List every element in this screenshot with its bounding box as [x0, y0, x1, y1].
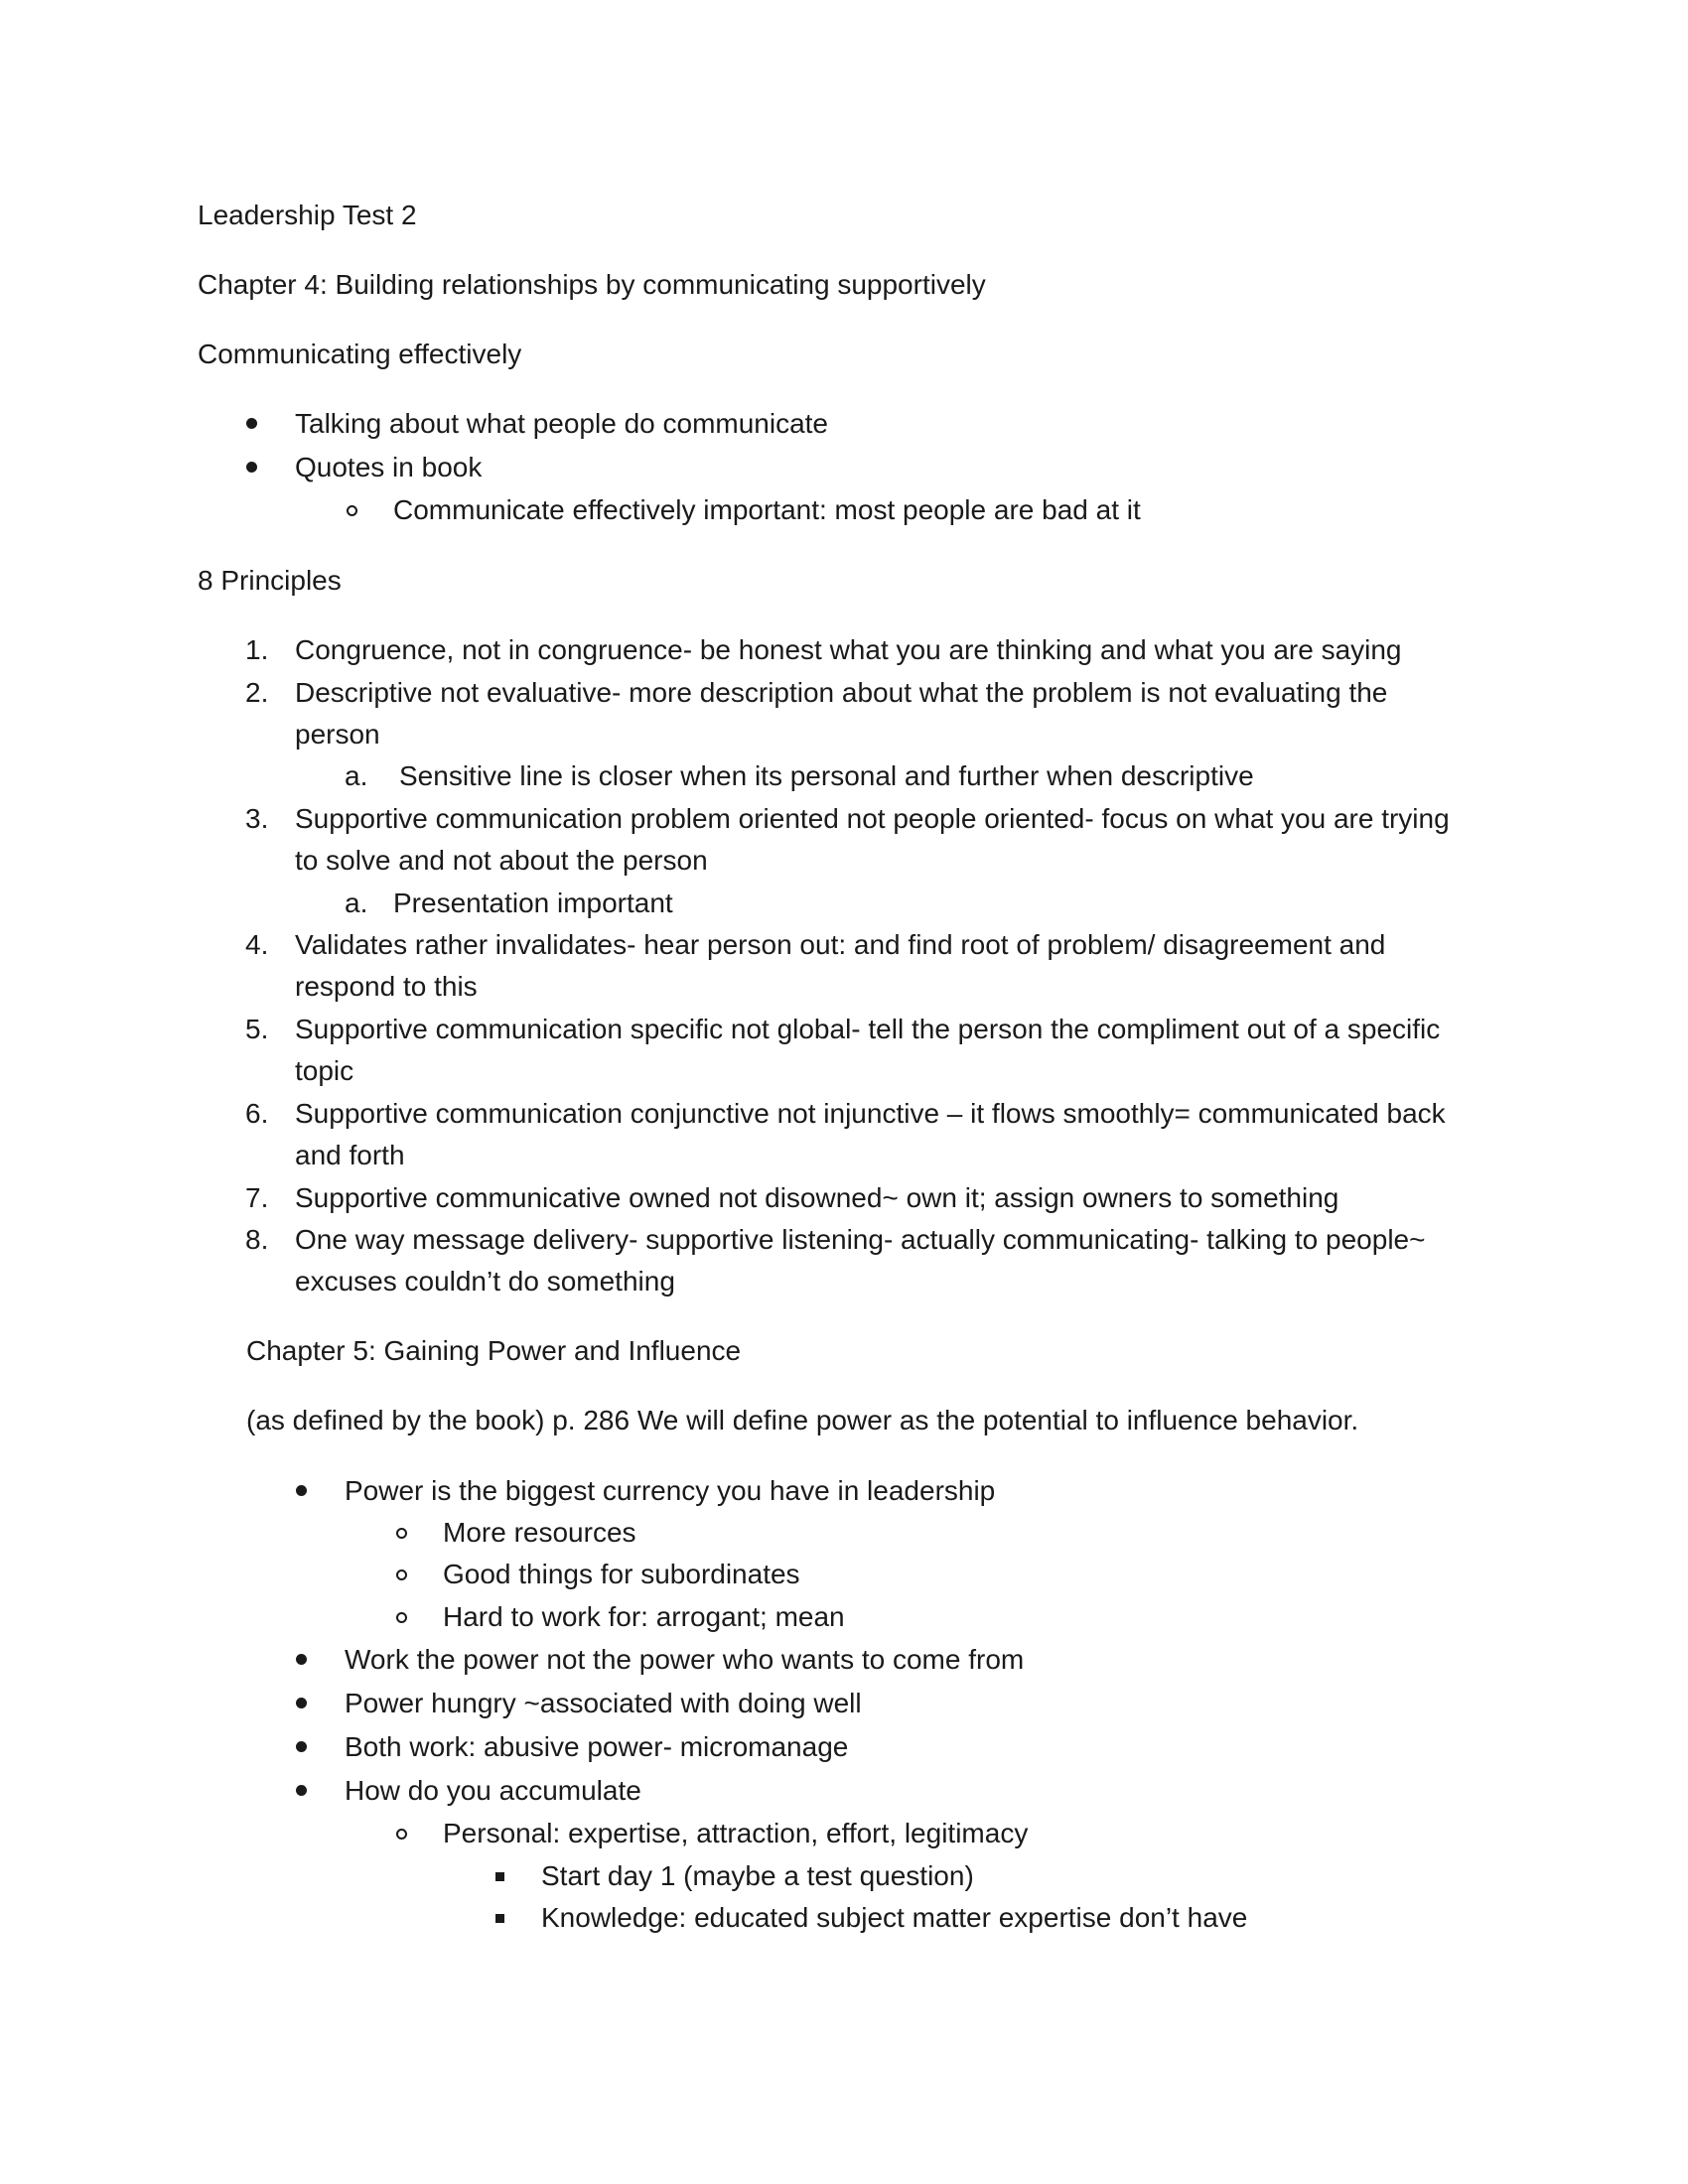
bullet-circle-icon	[396, 1829, 407, 1840]
chapter-5-heading: Chapter 5: Gaining Power and Influence	[246, 1335, 742, 1366]
bullet-circle-icon	[396, 1570, 407, 1580]
principles-heading: 8 Principles	[198, 565, 342, 596]
list-number: 5.	[245, 1014, 269, 1044]
list-number: 1.	[245, 634, 269, 665]
list-item: Power is the biggest currency you have in leadership	[345, 1475, 996, 1506]
principle-8-text: One way message delivery- supportive listening- actually communicating- talking to people~	[295, 1224, 1426, 1255]
list-item: Power hungry ~associated with doing well	[345, 1688, 862, 1718]
list-item: Start day 1 (maybe a test question)	[541, 1860, 974, 1891]
list-letter: a.	[345, 760, 368, 791]
bullet-dot-icon	[296, 1741, 307, 1752]
list-number: 8.	[245, 1224, 269, 1255]
chapter-4-heading: Chapter 4: Building relationships by communicating supportively	[198, 269, 986, 300]
bullet-dot-icon	[246, 418, 257, 429]
list-item: Knowledge: educated subject matter expertise don’t have	[541, 1902, 1248, 1933]
list-item: Personal: expertise, attraction, effort, legitimacy	[443, 1818, 1029, 1848]
power-definition: (as defined by the book) p. 286 We will define power as the potential to influence behavior.	[246, 1405, 1359, 1435]
list-item: Good things for subordinates	[443, 1559, 800, 1589]
principle-4-text: Validates rather invalidates- hear person out: and find root of problem/ disagreement and	[295, 929, 1386, 960]
bullet-dot-icon	[296, 1485, 307, 1496]
list-item: Talking about what people do communicate	[295, 408, 829, 439]
list-item: Communicate effectively important: most people are bad at it	[393, 494, 1141, 525]
principle-8-text-continued: excuses couldn’t do something	[295, 1266, 675, 1297]
principle-3-text-continued: to solve and not about the person	[295, 845, 708, 876]
bullet-dot-icon	[296, 1785, 307, 1796]
principle-2-subitem: Sensitive line is closer when its personal and further when descriptive	[399, 760, 1254, 791]
list-item: Quotes in book	[295, 452, 483, 482]
bullet-circle-icon	[396, 1612, 407, 1623]
bullet-dot-icon	[246, 462, 257, 473]
list-item: How do you accumulate	[345, 1775, 641, 1806]
list-number: 3.	[245, 803, 269, 834]
section-heading-communicating: Communicating effectively	[198, 339, 522, 369]
principle-2-text-continued: person	[295, 719, 380, 750]
bullet-dot-icon	[296, 1698, 307, 1708]
list-item: Work the power not the power who wants to come from	[345, 1644, 1025, 1675]
principle-6-text-continued: and forth	[295, 1140, 405, 1170]
bullet-square-icon	[495, 1914, 504, 1923]
list-number: 4.	[245, 929, 269, 960]
principle-7-text: Supportive communicative owned not disowned~ own it; assign owners to something	[295, 1182, 1339, 1213]
principle-2-text: Descriptive not evaluative- more description about what the problem is not evaluating the	[295, 677, 1388, 708]
bullet-dot-icon	[296, 1654, 307, 1665]
principle-5-text-continued: topic	[295, 1055, 354, 1086]
principle-3-text: Supportive communication problem oriented not people oriented- focus on what you are trying	[295, 803, 1450, 834]
list-item: Hard to work for: arrogant; mean	[443, 1601, 845, 1632]
list-letter: a.	[345, 887, 368, 918]
principle-1-text: Congruence, not in congruence- be honest what you are thinking and what you are saying	[295, 634, 1402, 665]
bullet-circle-icon	[396, 1528, 407, 1539]
principle-3-subitem: Presentation important	[393, 887, 673, 918]
principle-4-text-continued: respond to this	[295, 971, 478, 1002]
bullet-square-icon	[495, 1872, 504, 1881]
principle-6-text: Supportive communication conjunctive not injunctive – it flows smoothly= communicated back	[295, 1098, 1446, 1129]
list-number: 7.	[245, 1182, 269, 1213]
document-title: Leadership Test 2	[198, 200, 417, 230]
list-item: Both work: abusive power- micromanage	[345, 1731, 849, 1762]
list-number: 6.	[245, 1098, 269, 1129]
bullet-circle-icon	[347, 505, 357, 516]
principle-5-text: Supportive communication specific not global- tell the person the compliment out of a specific	[295, 1014, 1441, 1044]
list-number: 2.	[245, 677, 269, 708]
list-item: More resources	[443, 1517, 636, 1548]
